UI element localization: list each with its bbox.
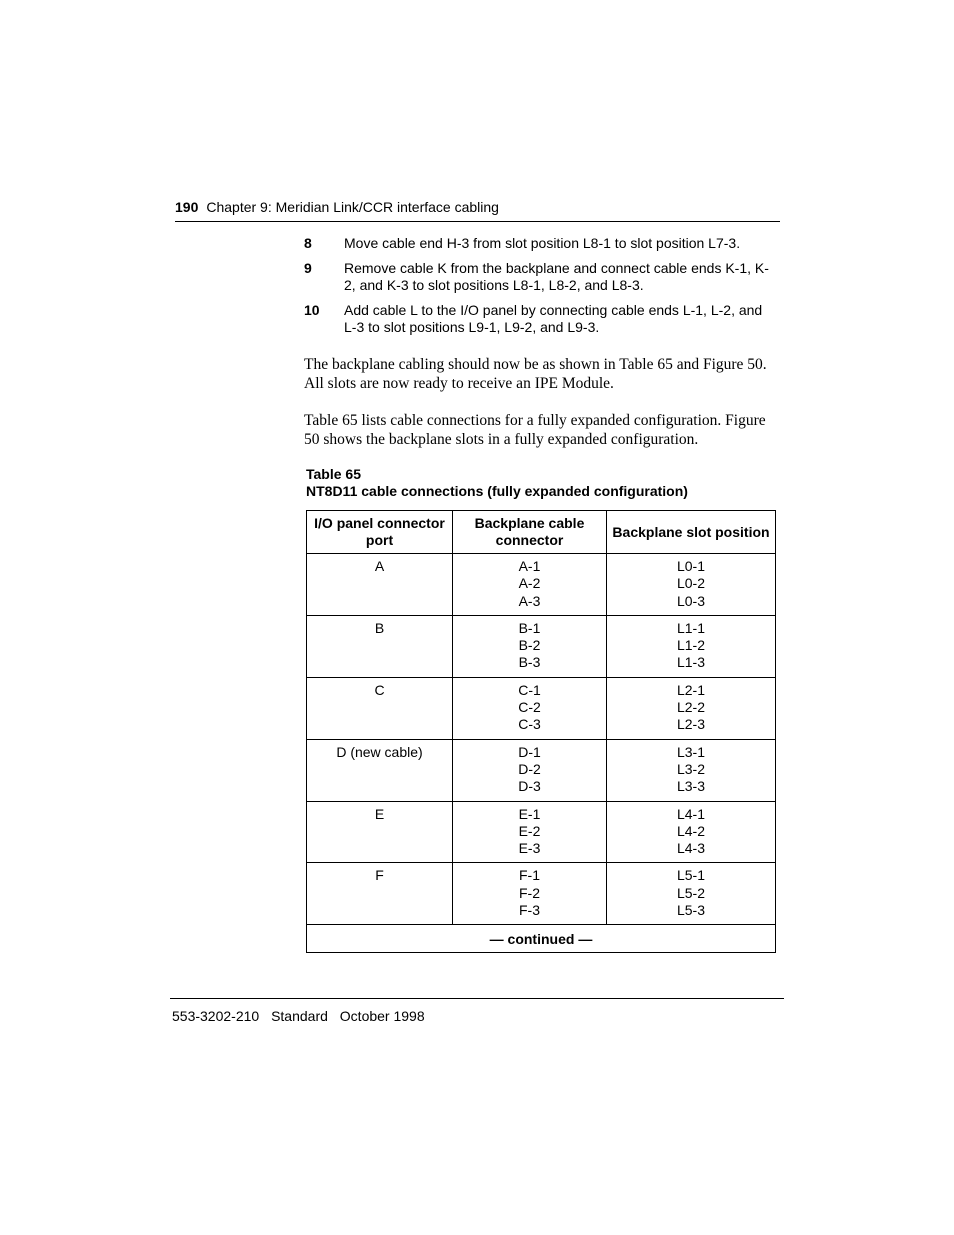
connector-value: F-3 [519,902,540,919]
page-footer [172,1008,433,1024]
connector-cell [453,677,607,739]
port-cell [307,677,453,739]
connector-value: D-2 [518,760,541,777]
table-row [307,863,776,925]
doc-number: 553-3202-210 [172,1008,260,1024]
step-text: Add cable L to the I/O panel by connecting cable ends L-1, L-2, and L-3 to slot positions L9-1, L9-2, and L9-3. [344,302,763,335]
slot-cell [607,615,776,677]
slot-value: L4-1 [676,805,706,822]
port-cell [307,801,453,863]
doc-date: October 1998 [339,1008,425,1024]
slot-value: L2-2 [676,699,706,716]
slot-value: L1-3 [676,654,706,671]
port-cell [307,863,453,925]
step-number: 8 [304,235,312,251]
step-item [304,302,774,336]
continued-label: — continued — [307,925,776,953]
slot-value: L5-1 [676,867,706,884]
slot-value: L3-3 [676,778,706,795]
column-header: Backplane slot position [607,511,776,554]
connector-value: E-1 [518,805,541,822]
slot-value: L0-2 [676,575,706,592]
column-header: Backplane cable connector [453,511,607,554]
slot-value: L2-3 [676,716,706,733]
connector-value: B-1 [518,619,541,636]
table-continued-row [307,925,776,953]
port-value: F [375,867,384,884]
slot-value: L5-3 [676,902,706,919]
table-caption [306,466,688,500]
connector-cell [453,863,607,925]
body-paragraph: The backplane cabling should now be as shown in Table 65 and Figure 50. All slots are now ready to receive an IPE Module. [304,356,767,392]
connector-value: C-3 [518,716,541,733]
footer-rule [170,998,784,999]
connector-value: A-3 [518,592,541,609]
table-number: Table 65 [306,466,361,482]
chapter-title: Chapter 9: Meridian Link/CCR interface cabling [206,199,499,215]
slot-value: L1-2 [676,637,706,654]
connector-cell [453,801,607,863]
connector-value: B-3 [518,654,541,671]
step-number: 9 [304,260,312,276]
connector-value: E-2 [518,822,541,839]
table-row [307,739,776,801]
slot-cell [607,677,776,739]
connector-value: C-1 [518,681,541,698]
connector-value: D-1 [518,743,541,760]
slot-value: L3-1 [676,743,706,760]
slot-value: L1-1 [676,619,706,636]
step-item [304,260,774,294]
table-row [307,615,776,677]
page-number: 190 [175,199,199,215]
port-value: A [374,558,385,574]
connector-value: A-2 [518,575,541,592]
port-cell [307,554,453,616]
connector-value: E-3 [518,840,541,857]
slot-cell [607,801,776,863]
port-cell [307,739,453,801]
page-header [175,199,780,222]
connector-cell [453,554,607,616]
slot-value: L4-3 [676,840,706,857]
slot-value: L4-2 [676,822,706,839]
table-row [307,677,776,739]
cable-connections-table [306,510,776,953]
port-value: C [374,681,385,698]
slot-value: L5-2 [676,884,706,901]
connector-value: F-2 [519,884,540,901]
table-header-row [307,511,776,554]
connector-cell [453,615,607,677]
connector-value: A-1 [518,558,541,574]
port-cell [307,615,453,677]
table-row [307,554,776,616]
table-title: NT8D11 cable connections (fully expanded configuration) [306,483,688,499]
step-text: Move cable end H-3 from slot position L8-1 to slot position L7-3. [344,235,741,251]
column-header: I/O panel connector port [307,511,453,554]
connector-value: B-2 [518,637,541,654]
port-value: E [374,805,385,822]
slot-cell [607,863,776,925]
slot-value: L0-3 [676,592,706,609]
slot-cell [607,554,776,616]
connector-value: F-1 [519,867,540,884]
doc-status: Standard [271,1008,328,1024]
connector-cell [453,739,607,801]
table-row [307,801,776,863]
slot-cell [607,739,776,801]
step-item [304,235,774,252]
procedure-steps [304,235,774,344]
step-text: Remove cable K from the backplane and connect cable ends K-1, K-2, and K-3 to slot positions L8-1, L8-2, and L8-3. [344,260,769,293]
slot-value: L0-1 [676,558,706,574]
slot-value: L2-1 [676,681,706,698]
body-paragraph: Table 65 lists cable connections for a fully expanded configuration. Figure 50 shows the backplane slots in a fully expanded configuration. [304,412,766,448]
slot-value: L3-2 [676,760,706,777]
connector-value: C-2 [518,699,541,716]
step-number: 10 [304,302,320,318]
connector-value: D-3 [518,778,541,795]
port-value: D (new cable) [336,743,423,760]
port-value: B [374,619,385,636]
